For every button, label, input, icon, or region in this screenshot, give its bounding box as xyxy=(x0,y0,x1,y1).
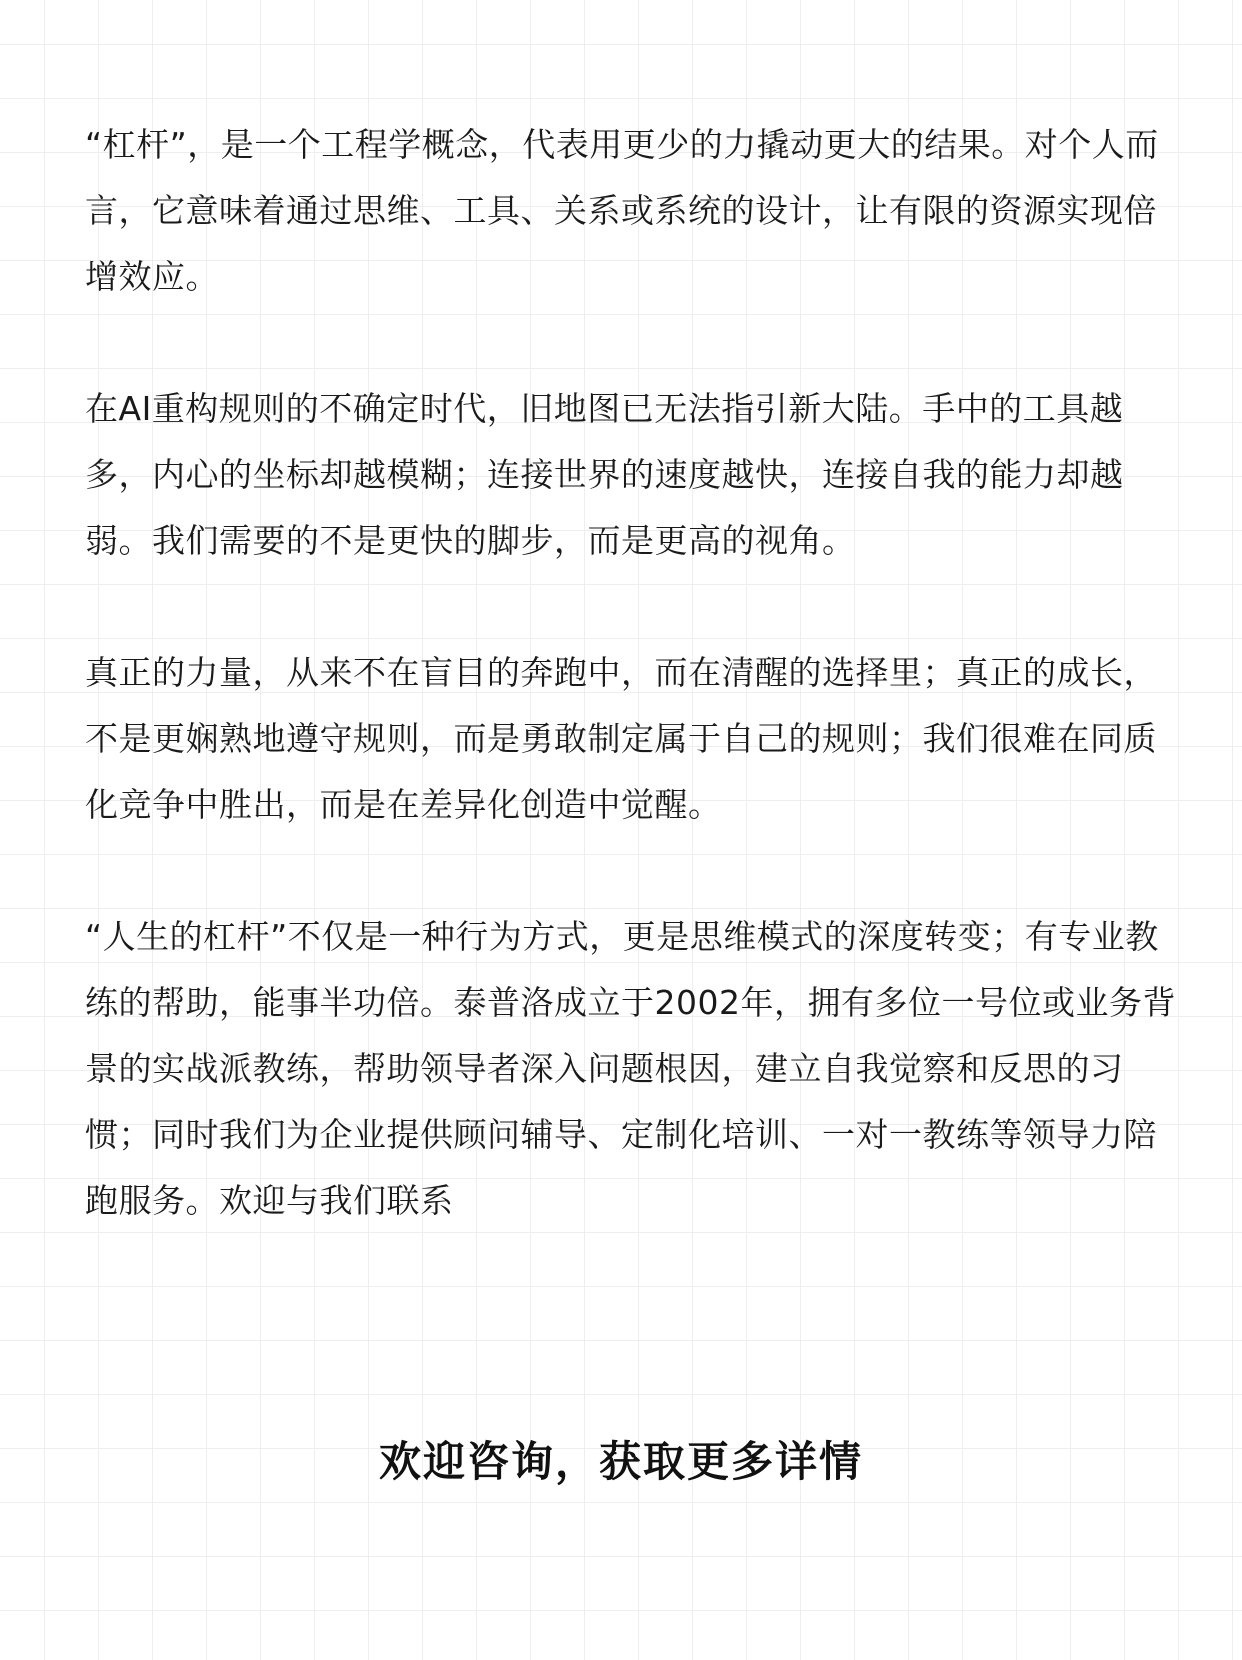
paragraph-company-intro: “人生的杠杆”不仅是一种行为方式，更是思维模式的深度转变；有专业教练的帮助，能事半功倍。泰普洛成立于2002年，拥有多位一号位或业务背景的实战派教练，帮助领导者深入问题根因，建立自我觉察和反思的习惯；同时我们为企业提供顾问辅导、定制化培训、一对一教练等领导力陪跑服务。欢迎与我们联系 xyxy=(85,917,1176,1220)
article-body xyxy=(85,112,1190,1300)
consultation-cta: 欢迎咨询，获取更多详情 xyxy=(378,1437,863,1486)
paragraph-true-power: 真正的力量，从来不在盲目的奔跑中，而在清醒的选择里；真正的成长，不是更娴熟地遵守规则，而是勇敢制定属于自己的规则；我们很难在同质化竞争中胜出，而是在差异化创造中觉醒。 xyxy=(85,653,1157,824)
paragraph-ai-era: 在AI重构规则的不确定时代，旧地图已无法指引新大陆。手中的工具越多，内心的坐标却越模糊；连接世界的速度越快，连接自我的能力却越弱。我们需要的不是更快的脚步，而是更高的视角。 xyxy=(85,389,1124,560)
paragraph-leverage-concept: “杠杆”，是一个工程学概念，代表用更少的力撬动更大的结果。对个人而言，它意味着通过思维、工具、关系或系统的设计，让有限的资源实现倍增效应。 xyxy=(85,125,1159,296)
